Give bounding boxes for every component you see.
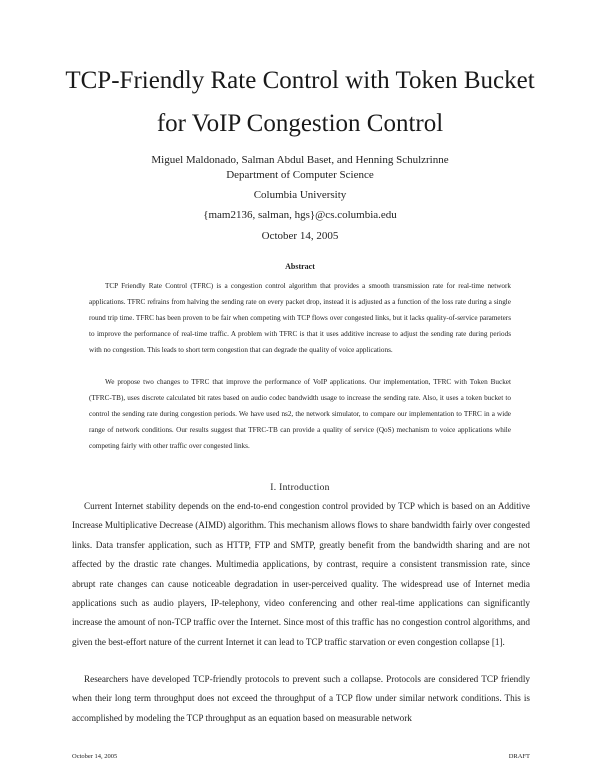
department: Department of Computer Science	[226, 169, 374, 181]
abstract-paragraph-2: We propose two changes to TFRC that improve the performance of VoIP applications. Our implementation, TFRC with Token Bucket (TFRC-TB), uses discrete calculated bit rates based on audio codec bandwidth usage to increase the sending rate. Also, it uses a token bucket to control the sending rate during congestion periods. We have used ns2, the network simulator, to compare our implementation to TFRC in a wide range of network conditions. Our results suggest that TFRC-TB can provide a quality of service (QoS) mechanism to voice applications while competing fairly with other traffic over congested links.	[89, 378, 511, 450]
university: Columbia University	[253, 189, 347, 201]
footer-status: DRAFT	[508, 753, 530, 760]
abstract-paragraph-1: TCP Friendly Rate Control (TFRC) is a congestion control algorithm that provides a smooth transmission rate for real-time network applications. TFRC refrains from halving the sending rate on every packet drop, instead it is adjusted as a function of the loss rate during a single round trip time. TFRC has been proven to be fair when competing with TCP flows over congested links, but it lacks quality-of-service parameters to improve the performance of real-time traffic. A problem with TFRC is that it uses additive increase to adjust the sending rate during periods with no congestion. This leads to short term congestion that can degrade the quality of voice applications.	[89, 282, 511, 354]
abstract-heading: Abstract	[285, 262, 315, 271]
body-paragraph-2: Researchers have developed TCP-friendly protocols to prevent such a collapse. Protocols are considered TCP friendly when their long term throughput does not exceed the throughput of a TCP flow under similar network conditions. This is accomplished by modeling the TCP throughput as an equation based on measurable network	[72, 674, 530, 723]
body-paragraph-1: Current Internet stability depends on the end-to-end congestion control provided by TCP which is based on an Additive Increase Multiplicative Decrease (AIMD) algorithm. This mechanism allows flows to share bandwidth fairly over congested links. Data transfer application, such as HTTP, FTP and SMTP, greatly benefit from the bandwidth sharing and are not affected by the drastic rate changes. Multimedia applications, by contrast, require a consistent transmission rate, since abrupt rate changes can cause noticeable degradation in user-perceived quality. The widespread use of Internet media applications such as audio players, IP-telephony, video conferencing and other real-time applications can significantly increase the amount of non-TCP traffic over the Internet. Since most of this traffic has no congestion control algorithms, and given the best-effort nature of the current Internet it can lead to TCP traffic starvation or even congestion collapse [1].	[72, 501, 530, 647]
title-line-2: for VoIP Congestion Control	[156, 110, 444, 137]
authors: Miguel Maldonado, Salman Abdul Baset, and Henning Schulzrinne	[151, 154, 449, 166]
footer-date: October 14, 2005	[72, 753, 118, 760]
title-line-1: TCP-Friendly Rate Control with Token Bucket	[65, 67, 535, 94]
emails: {mam2136, salman, hgs}@cs.columbia.edu	[203, 209, 397, 221]
date: October 14, 2005	[261, 230, 339, 242]
section-heading: I. Introduction	[270, 483, 330, 493]
